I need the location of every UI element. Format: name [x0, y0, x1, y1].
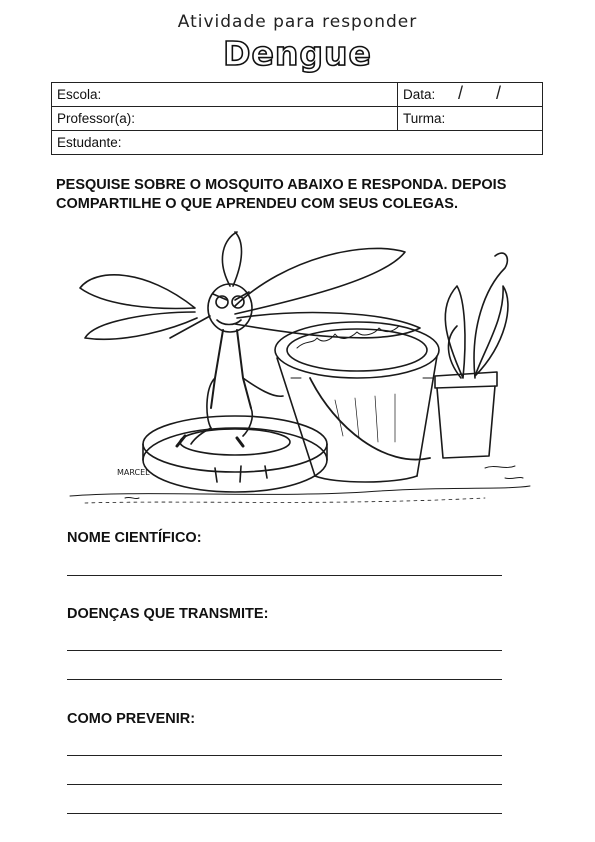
plant-pot-drawing	[435, 253, 508, 458]
diseases-answer-line-2[interactable]	[67, 679, 502, 680]
class-field[interactable]	[398, 107, 543, 131]
bucket-drawing	[275, 322, 439, 482]
prevention-answer-line-2[interactable]	[67, 784, 502, 785]
prevention-label: COMO PREVENIR:	[67, 711, 196, 727]
teacher-label: Professor(a):	[57, 111, 136, 126]
prevention-answer-line-3[interactable]	[67, 813, 502, 814]
worksheet-subtitle: Atividade para responder	[177, 12, 418, 32]
diseases-answer-line-1[interactable]	[67, 650, 502, 651]
scientific-name-answer-line[interactable]	[67, 575, 502, 576]
scientific-name-label: NOME CIENTÍFICO:	[67, 530, 202, 546]
artist-signature: MARCEL	[117, 468, 150, 477]
mosquito-bucket-illustration	[65, 228, 535, 518]
class-label: Turma:	[403, 111, 446, 126]
mosquito-drawing	[80, 232, 420, 446]
teacher-field[interactable]	[52, 107, 398, 131]
student-label: Estudante:	[57, 135, 122, 150]
date-separators: / /	[458, 83, 516, 103]
prevention-answer-line-1[interactable]	[67, 755, 502, 756]
instruction-text: PESQUISE SOBRE O MOSQUITO ABAIXO E RESPONDA. DEPOIS COMPARTILHE O QUE APRENDEU COM SEUS COLEGAS.	[56, 177, 507, 212]
student-info-table	[51, 82, 543, 155]
student-field[interactable]	[52, 131, 543, 155]
date-label: Data:	[403, 87, 436, 102]
worksheet-title: Dengue	[223, 34, 372, 73]
school-field[interactable]	[52, 83, 398, 107]
school-label: Escola:	[57, 87, 102, 102]
date-field[interactable]	[398, 83, 543, 107]
diseases-label: DOENÇAS QUE TRANSMITE:	[67, 606, 269, 622]
